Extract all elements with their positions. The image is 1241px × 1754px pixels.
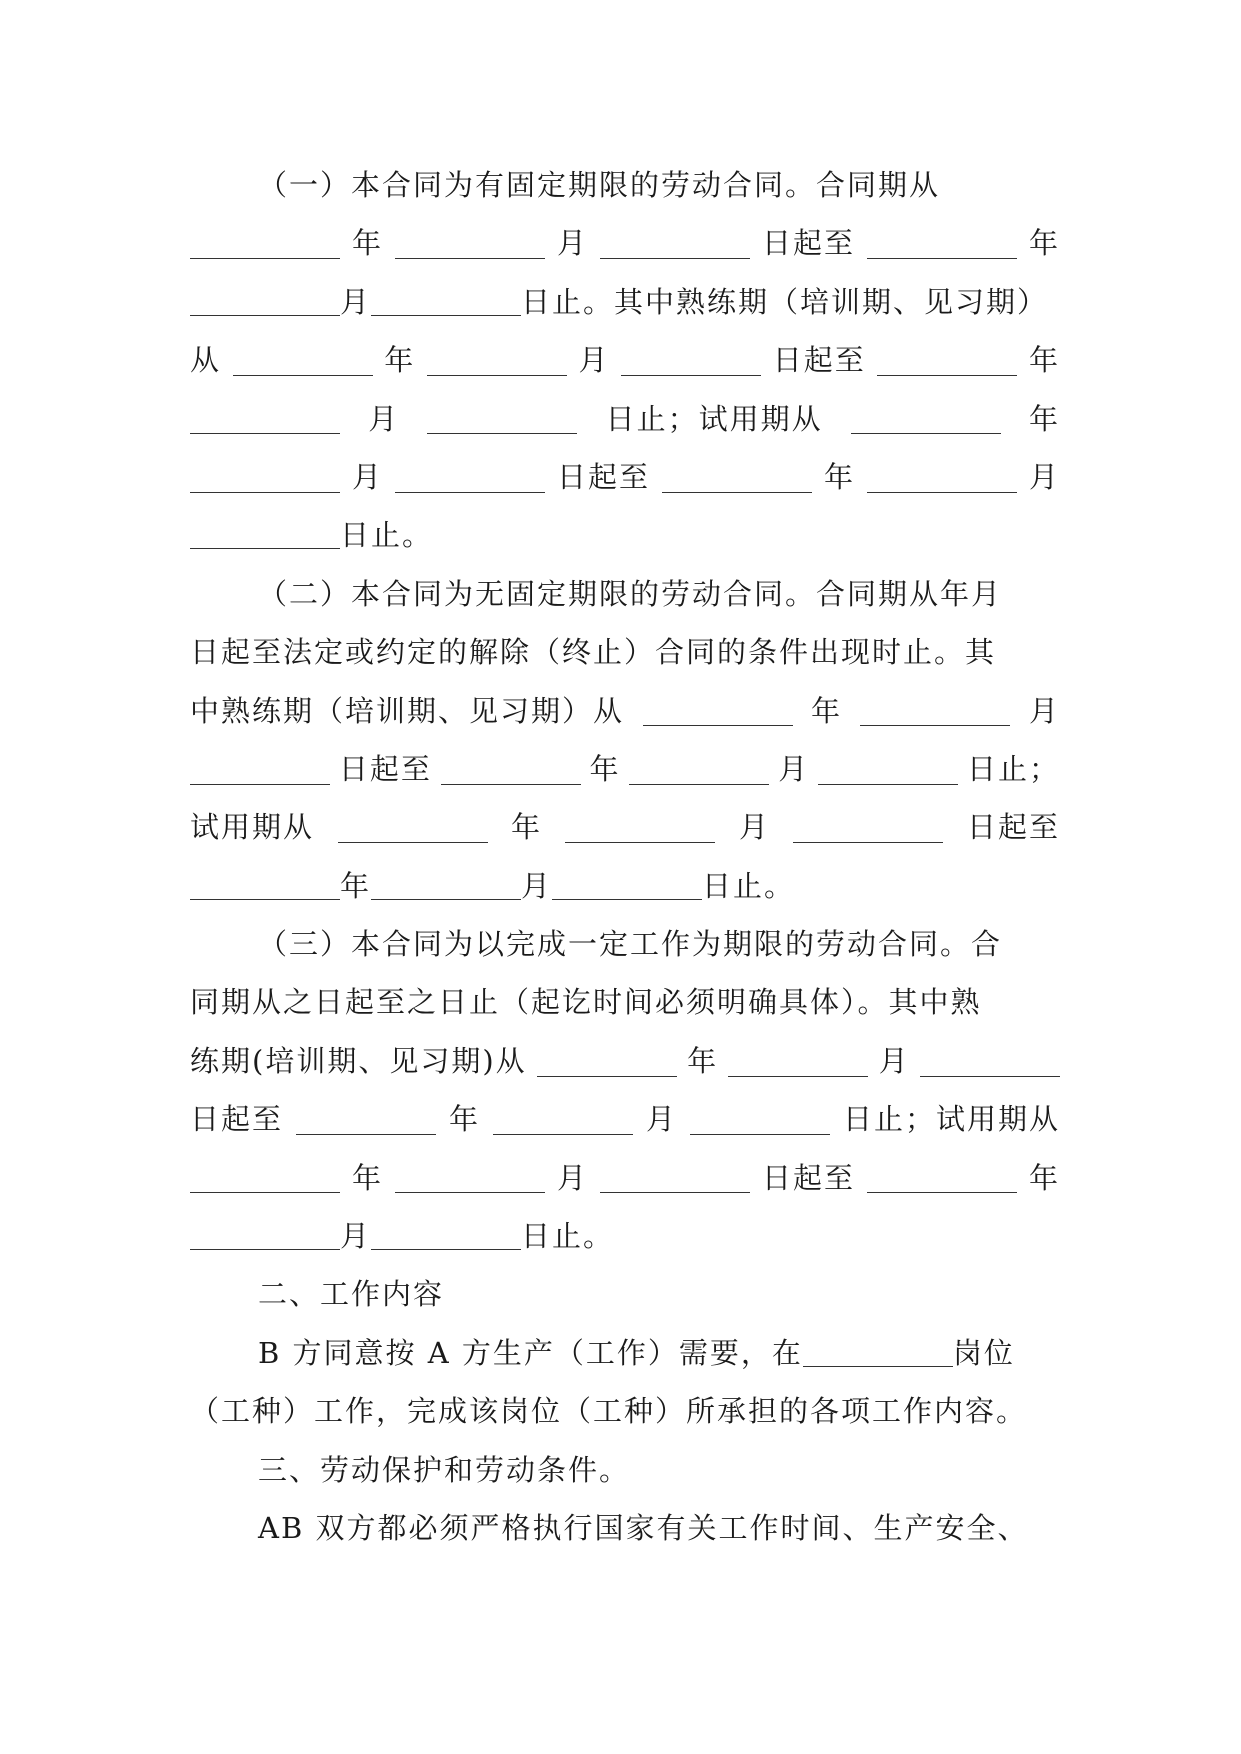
paragraph-line [190, 973, 1060, 1031]
text: 同期从之日起至之日止（起讫时间必须明确具体）。其中熟 [190, 985, 982, 1020]
text: 年 [1028, 226, 1060, 261]
text: 试用期从 [190, 810, 315, 845]
paragraph-line [190, 798, 1060, 856]
blank-field[interactable] [190, 462, 340, 493]
text: 日起至 [190, 1102, 284, 1137]
blank-field[interactable] [920, 1046, 1060, 1077]
paragraph-line [190, 331, 1060, 389]
text: （三）本合同为以完成一定工作为期限的劳动合同。合 [258, 927, 1003, 962]
text: 月 [778, 751, 810, 786]
text: 年 [510, 810, 542, 845]
text: 中熟练期（培训期、见习期）从 [190, 693, 625, 728]
blank-field[interactable] [867, 1162, 1017, 1193]
text: 月 [368, 401, 400, 436]
blank-field[interactable] [537, 1046, 677, 1077]
blank-field[interactable] [600, 1162, 750, 1193]
text: 日止。 [521, 1219, 615, 1254]
paragraph-line [190, 506, 1060, 564]
blank-field[interactable] [728, 1046, 868, 1077]
blank-field[interactable] [629, 754, 769, 785]
text: 日止。 [702, 868, 796, 903]
paragraph-line [190, 1032, 1060, 1090]
text: 日起至 [338, 751, 432, 786]
text: 年 [340, 868, 372, 903]
text: 月 [556, 226, 588, 261]
blank-field[interactable] [190, 518, 340, 549]
document-page [190, 156, 1060, 1557]
text: 月 [878, 1043, 910, 1078]
text: 日止； [966, 751, 1060, 786]
text: 从 [190, 343, 222, 378]
blank-field[interactable] [818, 754, 958, 785]
text: 月 [556, 1160, 588, 1195]
blank-field[interactable] [552, 869, 702, 900]
blank-field[interactable] [190, 1162, 340, 1193]
blank-field[interactable] [190, 754, 330, 785]
text: AB 双方都必须严格执行国家有关工作时间、生产安全、 [258, 1510, 1029, 1545]
blank-field[interactable] [190, 228, 340, 259]
text: （一）本合同为有固定期限的劳动合同。合同期从 [258, 168, 941, 202]
blank-field[interactable] [662, 462, 812, 493]
blank-field[interactable] [803, 1336, 953, 1367]
blank-field[interactable] [493, 1104, 633, 1135]
text: 年 [448, 1102, 480, 1137]
text: 日起至 [772, 343, 866, 378]
text: 年 [823, 459, 855, 494]
paragraph-line [190, 623, 1060, 681]
text: 三、劳动保护和劳动条件。 [258, 1452, 631, 1487]
paragraph-line [190, 1090, 1060, 1148]
text: 练期(培训期、见习期)从 [190, 1043, 527, 1078]
text: 年 [1028, 343, 1060, 378]
blank-field[interactable] [190, 869, 340, 900]
text: 年 [687, 1043, 719, 1078]
text: 月 [340, 1219, 372, 1254]
paragraph-line [190, 1324, 1060, 1382]
text: 日止。 [340, 518, 434, 553]
blank-field[interactable] [877, 345, 1017, 376]
paragraph-line [190, 565, 1060, 623]
blank-field[interactable] [190, 403, 340, 434]
text: 月 [351, 459, 383, 494]
paragraph-line [190, 1207, 1060, 1265]
text: 日起至 [556, 459, 650, 494]
blank-field[interactable] [793, 812, 943, 843]
blank-field[interactable] [441, 754, 581, 785]
paragraph-line [190, 682, 1060, 740]
paragraph-line [190, 1382, 1060, 1440]
section-heading [190, 1265, 1060, 1323]
text: （工种）工作，完成该岗位（工种）所承担的各项工作内容。 [190, 1394, 1028, 1429]
text: 日起至 [761, 1160, 855, 1195]
paragraph-line [190, 915, 1060, 973]
text: 年 [810, 693, 842, 728]
text: （二）本合同为无固定期限的劳动合同。合同期从年月 [258, 576, 1003, 611]
text: 年 [351, 226, 383, 261]
paragraph-line [190, 448, 1060, 506]
text: 月 [1028, 693, 1060, 728]
paragraph-line [190, 390, 1060, 448]
paragraph-line [190, 1149, 1060, 1207]
blank-field[interactable] [371, 285, 521, 316]
blank-field[interactable] [621, 345, 761, 376]
text: 日起至法定或约定的解除（终止）合同的条件出现时止。其 [190, 635, 997, 670]
text: 日止。其中熟练期（培训期、见习期） [521, 284, 1049, 319]
paragraph-line [190, 156, 1060, 214]
blank-field[interactable] [338, 812, 488, 843]
blank-field[interactable] [600, 228, 750, 259]
text: 日止；试用期从 [842, 1102, 1060, 1137]
section-heading [190, 1441, 1060, 1499]
paragraph-line [190, 740, 1060, 798]
blank-field[interactable] [427, 345, 567, 376]
blank-field[interactable] [371, 869, 521, 900]
blank-field[interactable] [190, 285, 340, 316]
blank-field[interactable] [395, 228, 545, 259]
paragraph-line [190, 214, 1060, 272]
text: 年 [589, 751, 621, 786]
paragraph-line [190, 273, 1060, 331]
text: 月 [645, 1102, 677, 1137]
text: 年 [1028, 401, 1060, 436]
paragraph-line [190, 857, 1060, 915]
text: B 方同意按 A 方生产（工作）需要，在 [258, 1335, 803, 1370]
blank-field[interactable] [565, 812, 715, 843]
blank-field[interactable] [190, 1219, 340, 1250]
blank-field[interactable] [867, 462, 1017, 493]
blank-field[interactable] [867, 228, 1017, 259]
text: 二、工作内容 [258, 1277, 445, 1312]
text: 日止；试用期从 [605, 401, 823, 436]
text: 月 [578, 343, 610, 378]
text: 月 [1028, 459, 1060, 494]
text: 年 [1028, 1160, 1060, 1195]
text: 月 [738, 810, 770, 845]
blank-field[interactable] [371, 1219, 521, 1250]
blank-field[interactable] [851, 403, 1001, 434]
blank-field[interactable] [395, 1162, 545, 1193]
text: 月 [340, 284, 372, 319]
blank-field[interactable] [233, 345, 373, 376]
blank-field[interactable] [690, 1104, 830, 1135]
blank-field[interactable] [427, 403, 577, 434]
text: 日起至 [966, 810, 1060, 845]
text: 岗位 [952, 1335, 1015, 1370]
blank-field[interactable] [860, 695, 1010, 726]
text: 年 [351, 1160, 383, 1195]
blank-field[interactable] [643, 695, 793, 726]
paragraph-line [190, 1499, 1060, 1557]
text: 年 [384, 343, 416, 378]
blank-field[interactable] [395, 462, 545, 493]
blank-field[interactable] [296, 1104, 436, 1135]
text: 日起至 [761, 226, 855, 261]
text: 月 [521, 868, 553, 903]
